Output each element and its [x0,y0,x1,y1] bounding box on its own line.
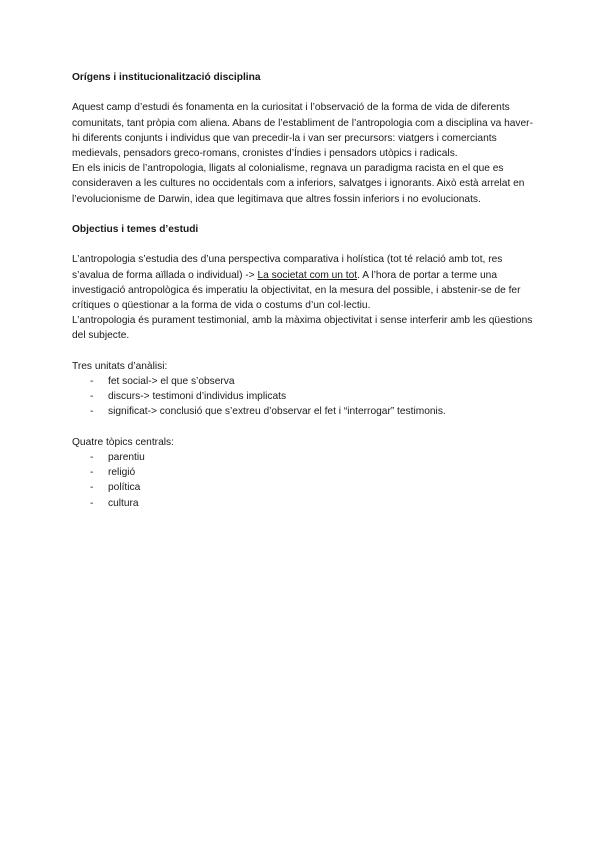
dash-bullet: - [90,482,94,494]
dash-bullet: - [90,497,94,509]
topics-intro: Quatre tòpics centrals: [72,436,174,448]
dash-bullet: - [90,467,94,479]
list-item [72,480,534,495]
dash-bullet: - [90,391,94,403]
list-item [72,404,534,419]
blank-line [72,85,534,100]
list-item-text: parentiu [108,452,145,463]
paragraph-objectives-1 [72,252,534,313]
underlined-phrase: La societat com un tot [257,269,358,281]
list-item-text: religió [108,467,136,479]
list-item-text: discurs-> testimoni d’individus implicats [108,391,287,403]
paragraph-objectives-1-start: L’antropologia s’estudia des d’una perspectiva comparativa i holística (tot té relació amb tot, res s’avalua de forma aïllada o individual) -> [72,254,503,281]
paragraph-origins-2: En els inicis de l’antropologia, lligats al colonialisme, regnava un paradigma racista en el que es consideraven a les cultures no occidentals com a inferiors, salvatges i ignorants. Això està arrelat en l’evolucionisme de Darwin, idea que legitimava que altres fossin inferiors i no evolucionats. [72,163,525,205]
list-item-text: fet social-> el que s’observa [108,376,235,387]
dash-bullet: - [90,406,94,418]
dash-bullet: - [90,376,94,387]
units-list [72,374,534,420]
list-item-text: cultura [108,497,139,509]
section-heading-origins: Orígens i institucionalització disciplina [72,72,261,83]
blank-line [72,237,534,252]
document-page [72,70,534,511]
list-item [72,374,534,389]
paragraph-origins-1: Aquest camp d’estudi és fonamenta en la curiositat i l’observació de la forma de vida de diferents comunitats, tant pròpia com aliena. Abans de l’establiment de l’antropologia com a disciplina va haver-hi diferents conjunts i individus que van precedir-la i van ser precursors: viatgers i comerciants medievals, pensadors greco-romans, cronistes d’Índies i pensadors utòpics i radicals. [72,102,533,159]
list-item [72,389,534,404]
blank-line [72,420,534,435]
list-item [72,465,534,480]
blank-line [72,207,534,222]
topics-list [72,450,534,511]
blank-line [72,344,534,359]
units-intro: Tres unitats d’anàlisi: [72,360,168,372]
dash-bullet: - [90,452,94,463]
list-item-text: significat-> conclusió que s’extreu d’observar el fet i “interrogar” testimonis. [108,406,446,418]
paragraph-objectives-2: L’antropologia és purament testimonial, amb la màxima objectivitat i sense interferir amb les qüestions del subjecte. [72,315,533,342]
list-item [72,450,534,465]
list-item-text: política [108,482,141,494]
paragraph-objectives-1-end: . A l’hora de portar a terme una investigació antropològica és imperatiu la objectivitat, en la mesura del possible, i abstenir-se de fer crítiques o qüestionar a la forma de vida o costums d’un col·lectiu. [72,269,521,311]
list-item [72,496,534,511]
section-heading-objectives: Objectius i temes d’estudi [72,224,199,235]
